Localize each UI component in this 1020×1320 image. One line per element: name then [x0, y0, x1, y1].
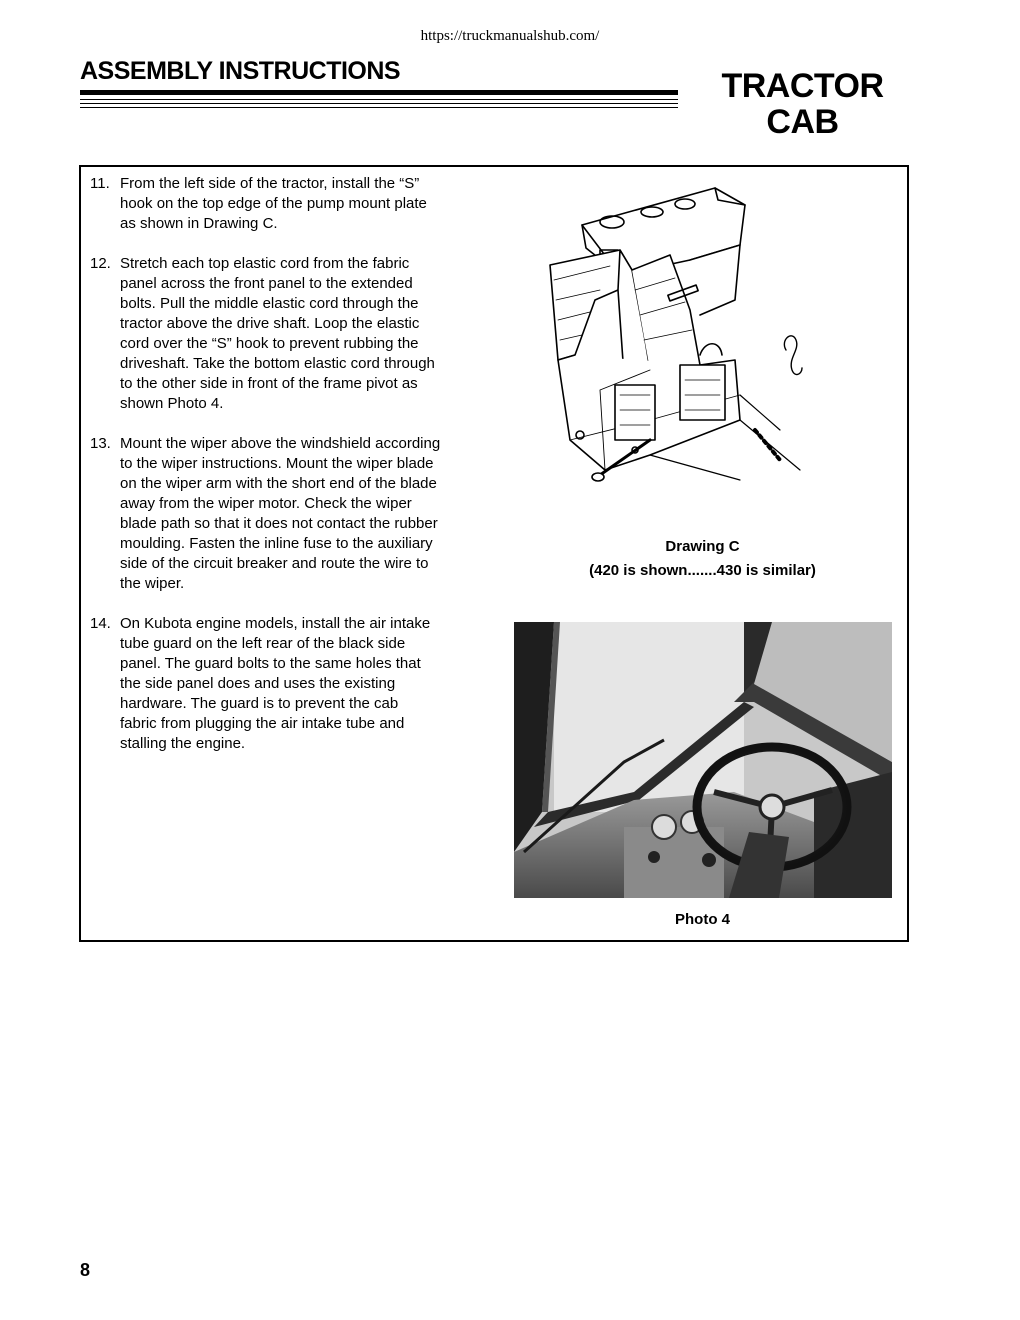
header-rule-thin-2 — [80, 103, 678, 104]
instruction-steps — [90, 174, 500, 774]
step-number: 14. — [90, 615, 111, 632]
step-item — [90, 254, 500, 414]
drawing-caption — [520, 537, 885, 581]
drawing-caption-title: Drawing C — [665, 538, 740, 555]
header-rule-thick — [80, 90, 678, 95]
step-line: tractor above the drive shaft. Loop the elastic — [120, 315, 420, 332]
step-number: 11. — [90, 175, 110, 192]
step-line: shown Photo 4. — [120, 395, 224, 412]
step-item — [90, 174, 500, 234]
step-line: to the wiper instructions. Mount the wiper blade — [120, 455, 434, 472]
step-line: side of the circuit breaker and route the wire to — [120, 555, 429, 572]
step-line: tube guard on the left rear of the black side — [120, 635, 406, 652]
header-rule-thin-1 — [80, 99, 678, 100]
step-line: blade path so that it does not contact the rubber — [120, 515, 438, 532]
step-line: cord over the “S” hook to prevent rubbing the — [120, 335, 419, 352]
document-title-line-2: CAB — [766, 103, 839, 141]
photo-caption: Photo 4 — [675, 911, 730, 928]
step-item — [90, 614, 500, 754]
step-line: the side panel does and uses the existing — [120, 675, 396, 692]
step-line: driveshaft. Take the bottom elastic cord through — [120, 355, 435, 372]
page-number: 8 — [80, 1260, 91, 1280]
document-title — [700, 68, 905, 140]
step-line: panel across the front panel to the extended — [120, 275, 413, 292]
drawing-c-illustration — [540, 180, 820, 500]
header-rule-thin-3 — [80, 107, 678, 108]
step-line: panel. The guard bolts to the same holes that — [120, 655, 421, 672]
step-line: stalling the engine. — [120, 735, 246, 752]
drawing-caption-note: (420 is shown.......430 is similar) — [589, 562, 816, 579]
step-number: 12. — [90, 255, 111, 272]
step-line: hardware. The guard is to prevent the cab — [120, 695, 399, 712]
step-line: fabric from plugging the air intake tube and — [120, 715, 405, 732]
step-line: Mount the wiper above the windshield according — [120, 435, 441, 452]
step-line: moulding. Fasten the inline fuse to the auxiliary — [120, 535, 433, 552]
step-line: From the left side of the tractor, install the “S” — [120, 175, 420, 192]
step-line: Stretch each top elastic cord from the fabric — [120, 255, 410, 272]
document-title-line-1: TRACTOR — [721, 67, 884, 105]
section-title: ASSEMBLY INSTRUCTIONS — [80, 57, 401, 85]
step-line: on the wiper arm with the short end of the blade — [120, 475, 437, 492]
step-number: 13. — [90, 435, 111, 452]
source-url: https://truckmanualshub.com/ — [420, 28, 600, 44]
step-line: On Kubota engine models, install the air intake — [120, 615, 431, 632]
step-line: hook on the top edge of the pump mount plate — [120, 195, 427, 212]
step-line: to the other side in front of the frame pivot as — [120, 375, 418, 392]
photo-4-cab-interior — [514, 622, 892, 898]
step-line: away from the wiper motor. Check the wiper — [120, 495, 412, 512]
step-item — [90, 434, 500, 594]
step-line: as shown in Drawing C. — [120, 215, 278, 232]
step-line: the wiper. — [120, 575, 185, 592]
step-line: bolts. Pull the middle elastic cord through the — [120, 295, 419, 312]
